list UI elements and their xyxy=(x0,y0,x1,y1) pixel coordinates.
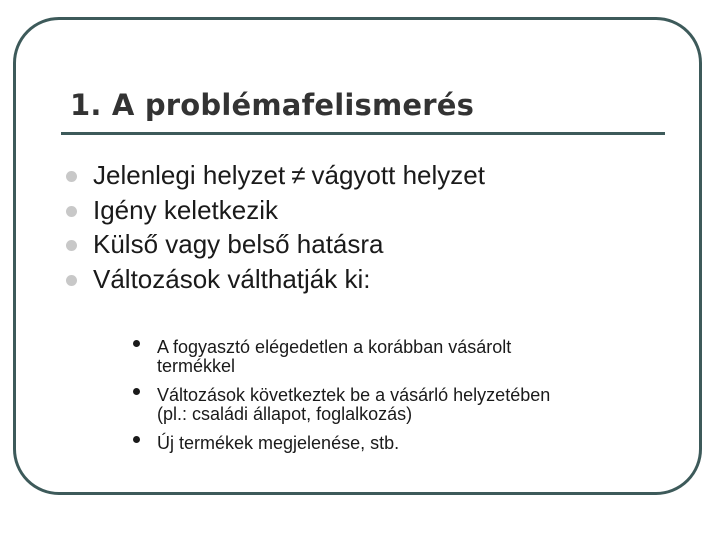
sub-bullet-item xyxy=(133,381,550,429)
bullet-dot-icon xyxy=(66,240,77,251)
sub-bullet-list xyxy=(133,333,550,458)
sub-bullet-item xyxy=(133,429,550,458)
bullet-text: Változások válthatják ki: xyxy=(93,263,371,294)
bullet-dot-icon xyxy=(66,171,77,182)
bullet-dot-icon xyxy=(66,275,77,286)
sub-bullet-text: A fogyasztó elégedetlen a korábban vásárolt xyxy=(157,337,512,357)
sub-bullet-text-cont: (pl.: családi állapot, foglalkozás) xyxy=(157,404,413,424)
bullet-dot-icon xyxy=(66,206,77,217)
sub-bullet-text: Változások következtek be a vásárló helyzetében xyxy=(157,385,551,405)
sub-bullet-text-cont: termékkel xyxy=(157,356,236,376)
bullet-text: Külső vagy belső hatásra xyxy=(93,229,384,259)
bullet-text-desired: vágyott helyzet xyxy=(311,160,485,190)
sub-bullet-text: Új termékek megjelenése, stb. xyxy=(157,433,400,453)
not-equal-symbol: ≠ xyxy=(291,160,306,190)
slide-title: 1. A problémafelismerés xyxy=(70,88,475,122)
sub-bullet-dot-icon xyxy=(133,436,140,443)
bullet-text: Igény keletkezik xyxy=(93,194,278,225)
sub-bullet-dot-icon xyxy=(133,388,140,395)
bullet-text-current: Jelenlegi helyzet xyxy=(93,160,286,190)
sub-bullet-item xyxy=(133,333,550,381)
title-divider xyxy=(61,132,665,135)
sub-bullet-dot-icon xyxy=(133,340,140,347)
